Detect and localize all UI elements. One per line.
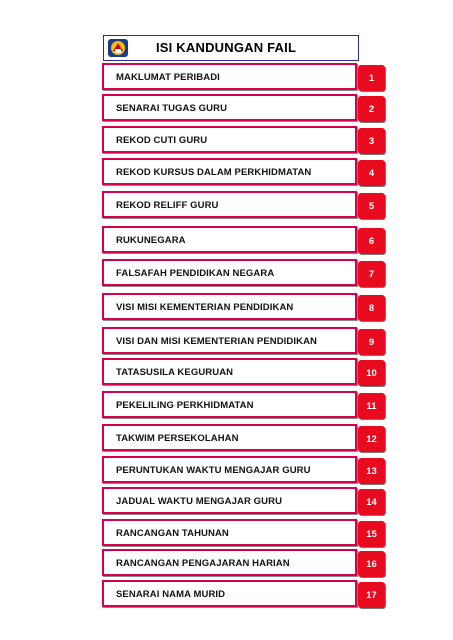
item-number-badge[interactable] bbox=[358, 261, 385, 287]
item-number-badge[interactable] bbox=[358, 193, 385, 219]
item-label-box[interactable] bbox=[102, 580, 357, 607]
list-item[interactable] bbox=[102, 487, 385, 514]
list-item[interactable] bbox=[102, 549, 385, 576]
item-label-box[interactable] bbox=[102, 94, 357, 121]
item-number-badge[interactable] bbox=[358, 521, 385, 547]
item-label-box[interactable] bbox=[102, 327, 357, 354]
list-item[interactable] bbox=[102, 94, 385, 121]
item-number-badge[interactable] bbox=[358, 65, 385, 91]
item-number: 16 bbox=[366, 559, 377, 570]
item-number: 9 bbox=[368, 337, 375, 348]
item-number: 15 bbox=[366, 529, 377, 540]
list-item[interactable] bbox=[102, 580, 385, 607]
item-label-box[interactable] bbox=[102, 126, 357, 153]
item-number-badge[interactable] bbox=[358, 551, 385, 577]
item-label: TAKWIM PERSEKOLAHAN bbox=[116, 433, 239, 444]
item-label: VISI MISI KEMENTERIAN PENDIDIKAN bbox=[116, 302, 294, 313]
item-number-badge[interactable] bbox=[358, 458, 385, 484]
list-item[interactable] bbox=[102, 327, 385, 354]
item-number: 7 bbox=[368, 269, 375, 280]
item-label: TATASUSILA KEGURUAN bbox=[116, 367, 234, 378]
item-label-box[interactable] bbox=[102, 63, 357, 90]
item-number: 6 bbox=[368, 236, 375, 247]
item-number: 14 bbox=[366, 497, 377, 508]
item-number-badge[interactable] bbox=[358, 160, 385, 186]
item-label: REKOD RELIFF GURU bbox=[116, 200, 219, 211]
item-number: 3 bbox=[368, 136, 375, 147]
page-title: ISI KANDUNGAN FAIL bbox=[156, 40, 297, 55]
item-label-box[interactable] bbox=[102, 191, 357, 218]
list-item[interactable] bbox=[102, 358, 385, 385]
item-number-badge[interactable] bbox=[358, 128, 385, 154]
item-label-box[interactable] bbox=[102, 226, 357, 253]
item-number-badge[interactable] bbox=[358, 393, 385, 419]
list-item[interactable] bbox=[102, 158, 385, 185]
item-label: JADUAL WAKTU MENGAJAR GURU bbox=[116, 496, 283, 507]
item-number: 12 bbox=[366, 434, 377, 445]
list-item[interactable] bbox=[102, 391, 385, 418]
list-item[interactable] bbox=[102, 259, 385, 286]
item-label: SENARAI NAMA MURID bbox=[116, 589, 226, 600]
list-item[interactable] bbox=[102, 126, 385, 153]
item-label: PERUNTUKAN WAKTU MENGAJAR GURU bbox=[116, 465, 311, 476]
item-number-badge[interactable] bbox=[358, 582, 385, 608]
item-label-box[interactable] bbox=[102, 424, 357, 451]
item-number: 10 bbox=[366, 368, 377, 379]
school-crest-icon bbox=[107, 38, 129, 58]
item-label: REKOD CUTI GURU bbox=[116, 135, 208, 146]
item-label-box[interactable] bbox=[102, 293, 357, 320]
item-label-box[interactable] bbox=[102, 358, 357, 385]
item-label-box[interactable] bbox=[102, 259, 357, 286]
item-number: 1 bbox=[368, 73, 375, 84]
item-label: RANCANGAN TAHUNAN bbox=[116, 528, 229, 539]
item-label-box[interactable] bbox=[102, 391, 357, 418]
item-number-badge[interactable] bbox=[358, 96, 385, 122]
item-number: 2 bbox=[368, 104, 375, 115]
list-item[interactable] bbox=[102, 456, 385, 483]
item-number-badge[interactable] bbox=[358, 329, 385, 355]
item-label: SENARAI TUGAS GURU bbox=[116, 103, 228, 114]
list-item[interactable] bbox=[102, 63, 385, 90]
item-number-badge[interactable] bbox=[358, 360, 385, 386]
item-number: 4 bbox=[368, 168, 375, 179]
item-label-box[interactable] bbox=[102, 519, 357, 546]
item-number: 8 bbox=[368, 303, 375, 314]
list-item[interactable] bbox=[102, 424, 385, 451]
item-number: 11 bbox=[366, 401, 377, 412]
item-number-badge[interactable] bbox=[358, 426, 385, 452]
item-label: RANCANGAN PENGAJARAN HARIAN bbox=[116, 558, 290, 569]
item-number-badge[interactable] bbox=[358, 295, 385, 321]
item-number: 5 bbox=[368, 201, 375, 212]
list-item[interactable] bbox=[102, 519, 385, 546]
item-number-badge[interactable] bbox=[358, 228, 385, 254]
item-number: 17 bbox=[366, 590, 377, 601]
item-number: 13 bbox=[366, 466, 377, 477]
item-label: REKOD KURSUS DALAM PERKHIDMATAN bbox=[116, 167, 312, 178]
list-item[interactable] bbox=[102, 293, 385, 320]
item-label: PEKELILING PERKHIDMATAN bbox=[116, 400, 254, 411]
item-label: VISI DAN MISI KEMENTERIAN PENDIDIKAN bbox=[116, 336, 318, 347]
item-label-box[interactable] bbox=[102, 487, 357, 514]
item-label-box[interactable] bbox=[102, 456, 357, 483]
item-label-box[interactable] bbox=[102, 549, 357, 576]
item-label-box[interactable] bbox=[102, 158, 357, 185]
page-header bbox=[103, 35, 359, 61]
list-item[interactable] bbox=[102, 226, 385, 253]
item-label: FALSAFAH PENDIDIKAN NEGARA bbox=[116, 268, 275, 279]
list-item[interactable] bbox=[102, 191, 385, 218]
item-number-badge[interactable] bbox=[358, 489, 385, 515]
item-label: RUKUNEGARA bbox=[116, 235, 186, 246]
item-label: MAKLUMAT PERIBADI bbox=[116, 72, 220, 83]
